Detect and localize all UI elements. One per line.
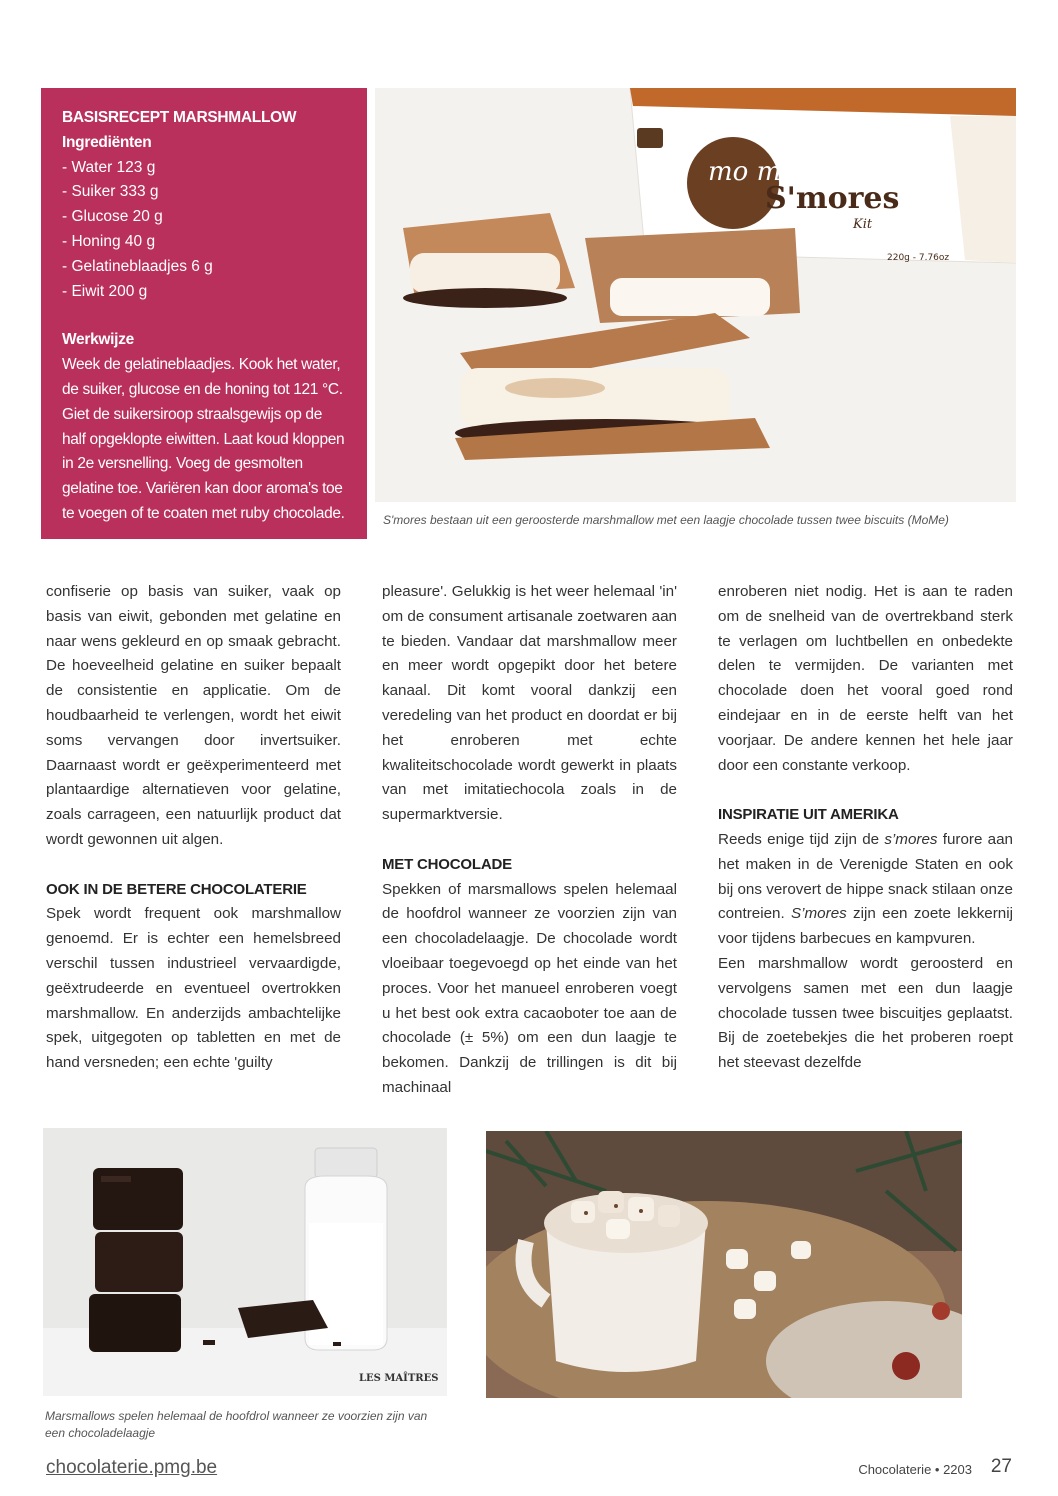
method-text: Week de gelatineblaadjes. Kook het water, de suiker, glucose en de honing tot 121 °C. Giet de suikersiroop straalsgewijs op de half opgeklopte eiwitten. Laat koud kloppen in 2e versnelling. Voeg de gesmolten gelatine toe. Variëren kan door aroma's toe te voegen of te coaten met ruby chocolade. [62,356,345,522]
method-heading: Werkwijze [62,331,134,349]
chocolate-marshmallow-photo [43,1128,447,1396]
hot-chocolate-graphic [486,1131,962,1398]
bottom-left-caption: Marsmallows spelen helemaal de hoofdrol wanneer ze voorzien zijn van een chocoladelaagje [45,1409,428,1440]
column-1 [46,580,341,1100]
box-weight-text: 220g - 7.76oz [887,253,950,263]
box-name-text: S'mores [765,181,900,216]
col3-p2-emphasis-2: S’mores [791,905,847,923]
ingredients-list [62,156,349,305]
col3-p2-emphasis-1: s’mores [884,830,938,848]
recipe-title: BASISRECEPT MARSHMALLOW [62,109,297,126]
box-brand-text: mo me [708,157,797,187]
footer-magazine-issue: Chocolaterie • 2203 [858,1462,972,1477]
col3-p2-text-a: Reeds enige tijd zijn de [718,830,885,848]
col2-paragraph-1: pleasure'. Gelukkig is het weer helemaal 'in' om de consument artisanale zoetwaren aan te bieden. Vandaar dat marshmallow meer en meer wordt opgepikt door het betere kanaal. Dit komt vooral dankzij een veredeling van het product en doordat er bij het enroberen met echte kwaliteitschocolade wordt gewerkt in plaats van met imitatiechocola zoals in de supermarktversie. [382,583,677,824]
col3-paragraph-2 [718,828,1013,952]
smores-photo-graphic [375,88,1016,502]
col3-p2-text-b: furore aan het maken in de Verenigde Staten en ook bij ons verovert de hippe snack stilaan onze contreien. [718,830,1013,923]
ingredient-item: - Eiwit 200 g [62,282,148,300]
ingredient-item: - Suiker 333 g [62,183,159,201]
ingredient-item: - Glucose 20 g [62,208,163,226]
col3-heading: INSPIRATIE UIT AMERIKA [718,806,899,824]
ingredient-item: - Gelatineblaadjes 6 g [62,257,213,275]
smores-photo [375,88,1016,502]
ingredient-item: - Water 123 g [62,158,156,176]
col3-p2-text-c: zijn een zoete lekkernij voor tijdens barbecues en kampvuren. [718,905,1014,948]
footer-page-number: 27 [990,1456,1012,1477]
col1-paragraph-1: confiserie op basis van suiker, vaak op basis van eiwit, gebonden met gelatine en naar wens gekleurd en op smaak gebracht. De hoeveelheid gelatine en suiker bepaalt de consistentie en applicatie. Om de houdbaarheid te verlengen, wordt het eiwit soms vervangen door invertsuiker. Daarnaast wordt er geëxperimenteerd met plantaardige alternatieven voor gelatine, zoals carrageen, een natuurlijk product dat wordt gewonnen uit algen. [46,583,341,848]
les-maitres-watermark: LES MAÎTRES [359,1373,439,1384]
col2-paragraph-2: Spekken of marsmallows spelen helemaal de hoofdrol wanneer ze voorzien zijn van een chocoladelaagje. De chocolade wordt vloeibaar toegevoegd op het einde van het proces. Voor het manueel enroberen voegt u het best ook extra cacaoboter toe aan de chocolade (± 5%) om een dun laagje te bekomen. Dankzij de trillingen is dit bij machinaal [382,880,677,1096]
hot-chocolate-photo [486,1131,962,1398]
col1-paragraph-2: Spek wordt frequent ook marshmallow genoemd. Er is echter een hemelsbreed verschil tussen industrieel vervaardigde, geëxtrudeerde en eventueel overtrokken marshmallow. En anderzijds ambachtelijke spek, uitgegoten op tabletten en met de hand versneden; een echte 'guilty [46,905,341,1072]
col1-heading: OOK IN DE BETERE CHOCOLATERIE [46,880,307,898]
col3-paragraph-3: Een marshmallow wordt geroosterd en vervolgens samen met een dun laagje chocolade tussen twee biscuitjes geplaatst. Bij de zoetebekjes die het proberen roept het steevast dezelfde [718,954,1013,1072]
col2-heading: MET CHOCOLADE [382,855,512,873]
recipe-box [41,88,367,539]
column-3 [718,580,1013,1100]
ingredient-item: - Honing 40 g [62,232,156,250]
footer-website-link[interactable]: chocolaterie.pmg.be [46,1457,218,1478]
box-sub-text: Kit [853,217,873,232]
column-2 [382,580,677,1100]
top-photo-caption: S'mores bestaan uit een geroosterde marshmallow met een laagje chocolade tussen twee biscuits (MoMe) [383,513,949,527]
chocolate-marshmallow-graphic [43,1128,447,1396]
ingredients-heading: Ingrediënten [62,133,152,151]
col3-paragraph-1: enroberen niet nodig. Het is aan te raden om de snelheid van de overtrekband sterk te verlagen om luchtbellen en onbedekte delen te vermijden. De varianten met chocolade doen het vooral goed rond eindejaar en in de eerste helft van het voorjaar. De andere kennen het hele jaar door een constante verkoop. [718,583,1013,774]
